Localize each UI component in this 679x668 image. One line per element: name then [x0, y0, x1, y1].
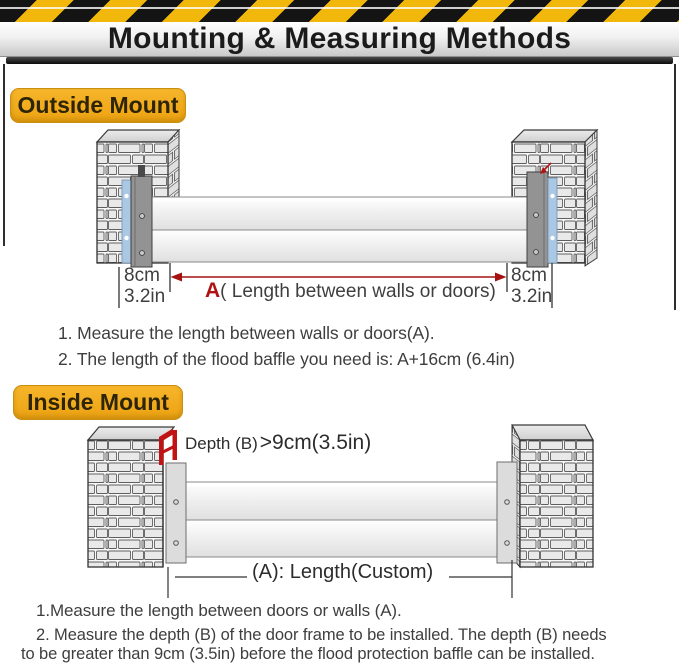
outside-left-bracket: [122, 165, 152, 267]
outside-flood-baffle: [152, 197, 530, 262]
length-arrow-a: A: [205, 279, 221, 302]
outside-step-2: 2. The length of the flood baffle you need is: A+16cm (6.4in): [58, 349, 515, 369]
outside-right-dim-inch: 3.2in: [511, 286, 553, 307]
page-title: Mounting & Measuring Methods: [107, 22, 572, 55]
inside-step-2: 2. Measure the depth (B) of the door frame to be installed. The depth (B) needs: [36, 626, 607, 644]
outside-left-dim-cm: 8cm: [124, 265, 160, 286]
outside-right-dim-cm: 8cm: [511, 265, 547, 286]
inside-mount-label: Inside Mount: [13, 385, 183, 420]
outside-left-dim-inch: 3.2in: [124, 286, 166, 307]
depth-caption-prefix: Depth (B): [185, 434, 258, 453]
outside-mount-label: Outside Mount: [10, 88, 186, 123]
depth-caption: [185, 431, 371, 455]
inside-right-pillar: [512, 425, 593, 567]
depth-caption-value: >9cm(3.5in): [259, 431, 372, 454]
inside-left-plate: [166, 463, 186, 563]
length-arrow-text: ( Length between walls or doors): [220, 281, 496, 302]
inside-length-caption: (A): Length(Custom): [252, 561, 434, 583]
inside-step-1: 1.Measure the length between doors or walls (A).: [36, 601, 402, 620]
length-arrow-caption: [205, 279, 496, 303]
inside-step-2-cont: to be greater than 9cm (3.5in) before the flood protection baffle can be installed.: [21, 645, 595, 663]
inside-right-plate: [497, 462, 517, 563]
inside-flood-baffle: [186, 482, 497, 557]
outside-right-bracket: [527, 163, 557, 267]
outside-step-1: 1. Measure the length between walls or doors(A).: [58, 323, 435, 343]
